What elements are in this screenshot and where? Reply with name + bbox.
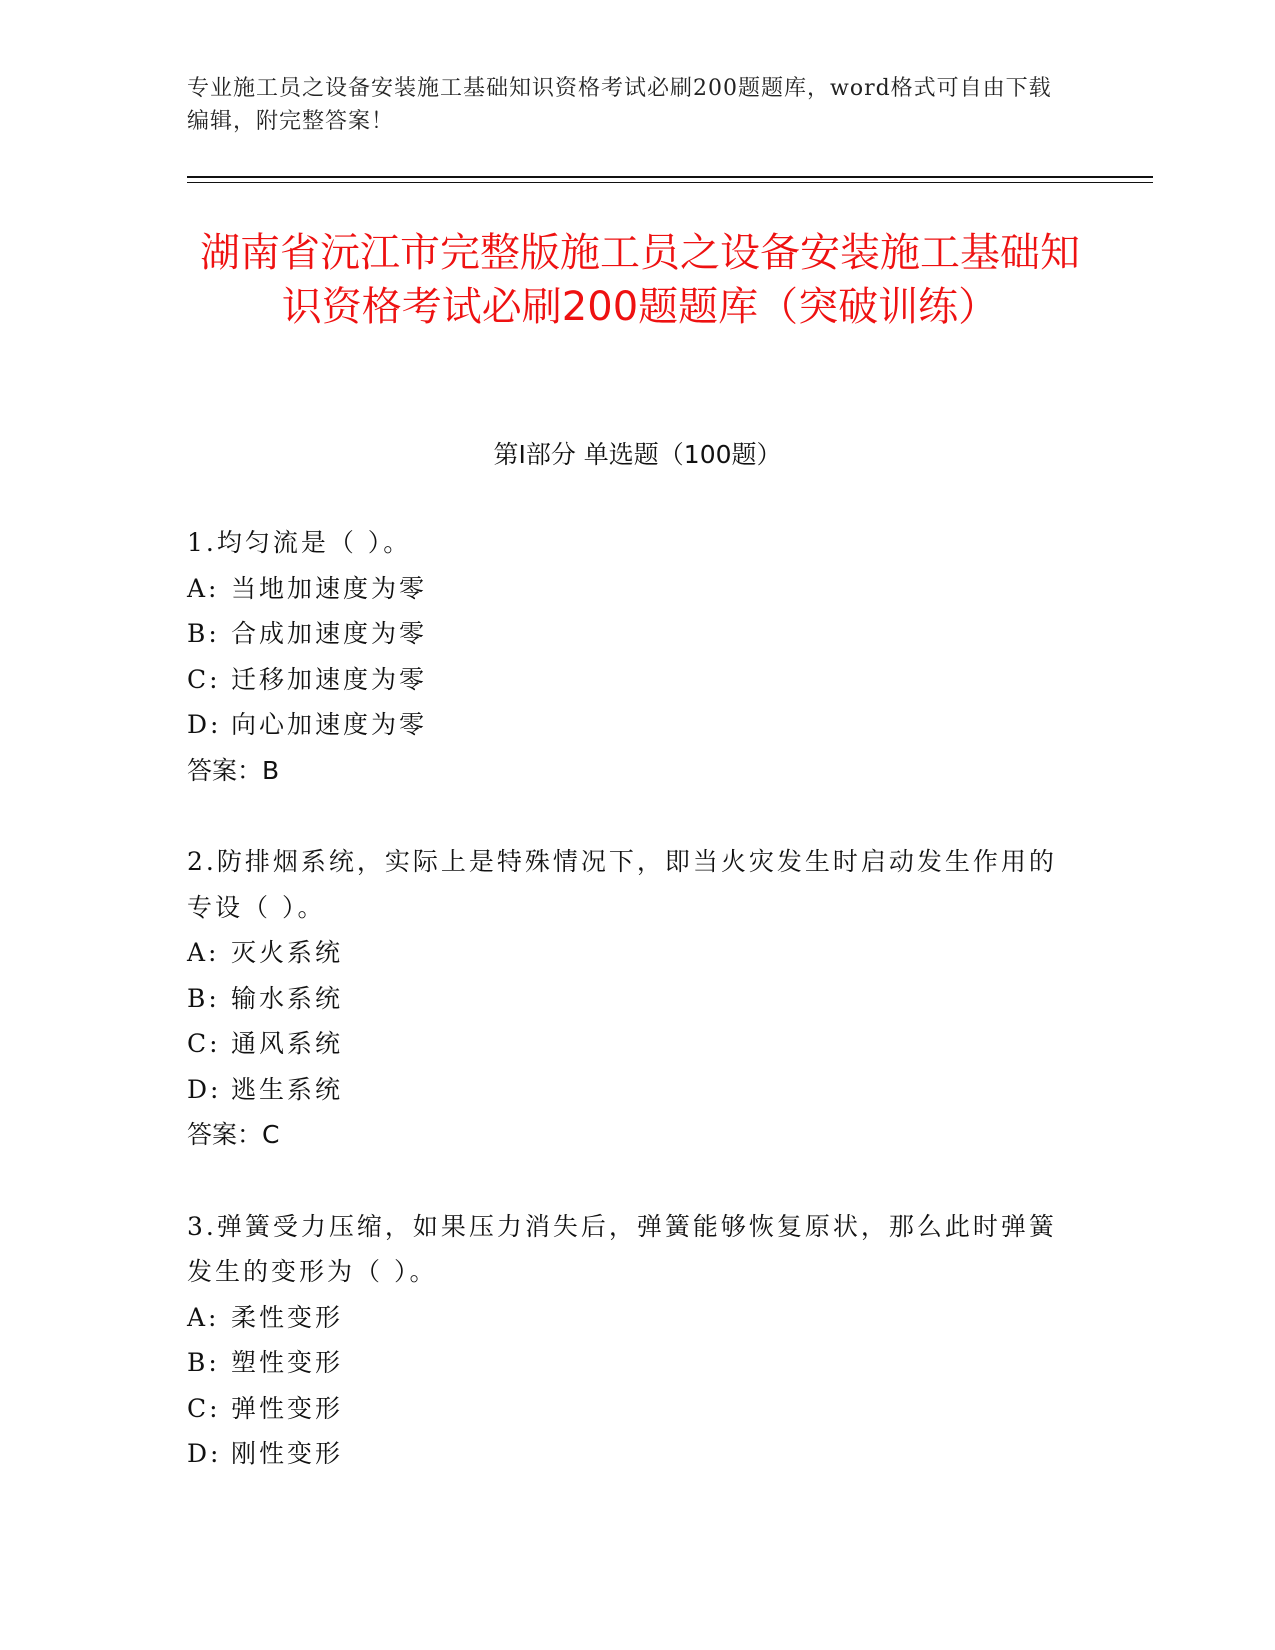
option-letter: D: <box>187 710 222 739</box>
option-text: 输水系统 <box>231 983 344 1013</box>
question-1 <box>187 520 1067 793</box>
option-text: 逃生系统 <box>231 1074 344 1104</box>
option-d <box>187 1431 1067 1477</box>
question-3 <box>187 1204 1067 1477</box>
option-text: 迁移加速度为零 <box>231 664 428 694</box>
option-text: 柔性变形 <box>231 1302 344 1332</box>
question-stem: 2.防排烟系统，实际上是特殊情况下，即当火灾发生时启动发生作用的专设（ ）。 <box>187 847 1057 922</box>
option-text: 塑性变形 <box>231 1348 344 1377</box>
option-text: 刚性变形 <box>231 1439 344 1468</box>
option-a <box>187 1295 1067 1341</box>
option-d <box>187 1067 1067 1113</box>
option-letter: C: <box>187 664 221 694</box>
answer-line <box>187 1112 1067 1158</box>
option-letter: A: <box>187 1302 220 1332</box>
answer-value: C <box>262 1120 280 1149</box>
answer-prefix: 答案： <box>187 1120 263 1149</box>
option-a <box>187 930 1067 976</box>
option-b <box>187 611 1067 657</box>
option-letter: C: <box>187 1393 221 1423</box>
option-c <box>187 657 1067 703</box>
option-text: 向心加速度为零 <box>231 710 428 739</box>
header-divider-thin <box>187 182 1153 183</box>
option-letter: A: <box>187 938 220 967</box>
option-letter: A: <box>187 573 220 603</box>
section-title: 第I部分 单选题（100题） <box>493 440 782 469</box>
question-2 <box>187 839 1067 1158</box>
option-text: 通风系统 <box>231 1029 344 1058</box>
option-letter: D: <box>187 1439 222 1468</box>
question-list <box>187 520 1067 1523</box>
answer-value: B <box>262 755 280 785</box>
option-c <box>187 1386 1067 1432</box>
document-title: 湖南省沅江市完整版施工员之设备安装施工基础知识资格考试必刷200题题库（突破训练） <box>200 230 1080 330</box>
option-text: 弹性变形 <box>231 1393 344 1423</box>
header-divider-thick <box>187 176 1153 178</box>
option-b <box>187 1340 1067 1386</box>
option-d <box>187 702 1067 748</box>
option-text: 合成加速度为零 <box>231 619 428 648</box>
answer-line <box>187 748 1067 794</box>
answer-prefix: 答案： <box>187 755 263 785</box>
option-letter: C: <box>187 1029 221 1058</box>
option-letter: B: <box>187 619 220 648</box>
option-letter: D: <box>187 1074 222 1104</box>
option-letter: B: <box>187 1348 220 1377</box>
option-text: 灭火系统 <box>231 938 344 967</box>
question-stem: 1.均匀流是（ ）。 <box>187 528 412 557</box>
option-c <box>187 1021 1067 1067</box>
option-letter: B: <box>187 983 220 1013</box>
option-a <box>187 566 1067 612</box>
header-note: 专业施工员之设备安装施工基础知识资格考试必刷200题题库，word格式可自由下载编辑，附完整答案！ <box>187 76 1052 134</box>
question-stem: 3.弹簧受力压缩，如果压力消失后，弹簧能够恢复原状，那么此时弹簧发生的变形为（ ）。 <box>187 1211 1057 1286</box>
option-b <box>187 976 1067 1022</box>
option-text: 当地加速度为零 <box>231 573 428 603</box>
